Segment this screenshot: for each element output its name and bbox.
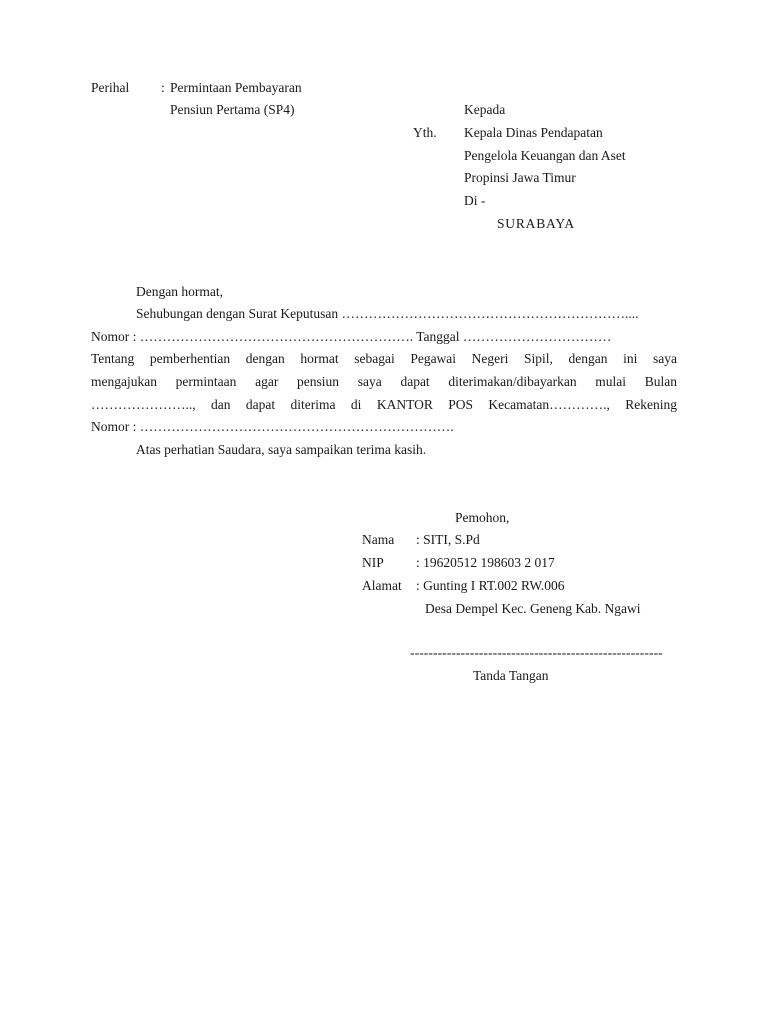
body-line6: Nomor : ……………………………………………………………. bbox=[91, 419, 454, 434]
perihal-line2: Pensiun Pertama (SP4) bbox=[170, 102, 295, 117]
greeting: Dengan hormat, bbox=[136, 284, 223, 299]
field-alamat-label: Alamat bbox=[362, 578, 402, 593]
field-nip-value: : 19620512 198603 2 017 bbox=[416, 555, 555, 570]
perihal-colon: : bbox=[161, 80, 165, 95]
body-line1: Sehubungan dengan Surat Keputusan ……………………………………………………….... bbox=[136, 306, 639, 321]
signature-line: ------------------------------------------------------- bbox=[410, 645, 663, 660]
address-line2: Desa Dempel Kec. Geneng Kab. Ngawi bbox=[425, 601, 641, 616]
recipient-kepada: Kepada bbox=[464, 102, 506, 117]
recipient-line1: Kepala Dinas Pendapatan bbox=[464, 125, 603, 140]
signature-label: Tanda Tangan bbox=[473, 668, 549, 683]
field-nama-value: : SITI, S.Pd bbox=[416, 532, 480, 547]
recipient-line2: Pengelola Keuangan dan Aset bbox=[464, 148, 626, 163]
recipient-yth: Yth. bbox=[413, 125, 437, 140]
recipient-city: SURABAYA bbox=[497, 216, 575, 231]
body-line2: Nomor : ……………………………………………………. Tanggal …………………………… bbox=[91, 329, 612, 344]
recipient-line3: Propinsi Jawa Timur bbox=[464, 170, 576, 185]
pemohon-label: Pemohon, bbox=[455, 510, 510, 525]
body-line5: ………………….., dan dapat diterima di KANTOR POS Kecamatan…………., Rekening bbox=[91, 397, 677, 412]
body-line3: Tentang pemberhentian dengan hormat sebagai Pegawai Negeri Sipil, dengan ini saya bbox=[91, 351, 677, 366]
field-nip-label: NIP bbox=[362, 555, 384, 570]
recipient-di: Di - bbox=[464, 193, 486, 208]
perihal-label: Perihal bbox=[91, 80, 130, 95]
perihal-line1: Permintaan Pembayaran bbox=[170, 80, 302, 95]
field-alamat-value: : Gunting I RT.002 RW.006 bbox=[416, 578, 565, 593]
body-line4: mengajukan permintaan agar pensiun saya dapat diterimakan/dibayarkan mulai Bulan bbox=[91, 374, 677, 389]
closing-line: Atas perhatian Saudara, saya sampaikan terima kasih. bbox=[136, 442, 427, 457]
field-nama-label: Nama bbox=[362, 532, 395, 547]
